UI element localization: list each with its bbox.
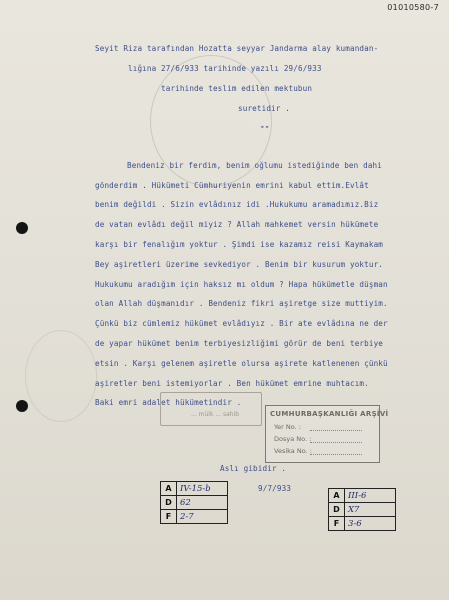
archive-stamp-dots bbox=[310, 442, 362, 443]
body-line: benim değildi . Sizin evlâdınız idi .Hukukumu aramadımız.Biz bbox=[95, 200, 379, 209]
faint-stamp bbox=[160, 392, 262, 426]
table-value: 62 bbox=[177, 496, 228, 510]
header-separator: -- bbox=[260, 122, 270, 131]
table-row bbox=[329, 489, 396, 503]
archive-stamp-dots bbox=[310, 430, 362, 431]
punch-hole-bottom bbox=[16, 400, 28, 412]
body-line: Baki emri adalet hükümetindir . bbox=[95, 398, 242, 407]
table-row bbox=[161, 510, 228, 524]
table-row bbox=[329, 517, 396, 531]
table-key: F bbox=[161, 510, 177, 524]
archive-stamp-title: CUMHURBAŞKANLIĞI ARŞİVİ bbox=[270, 410, 389, 418]
header-line: lığına 27/6/933 tarihinde yazılı 29/6/933 bbox=[128, 64, 322, 73]
archive-stamp-row: Vesika No. : bbox=[274, 447, 312, 455]
header-line: tarihinde teslim edilen mektubun bbox=[161, 84, 313, 93]
table-key: A bbox=[161, 482, 177, 496]
table-value: X7 bbox=[345, 503, 396, 517]
table-key: D bbox=[329, 503, 345, 517]
body-line: Çünkü biz cümlemiz hükümet evlâdıyız . Bir ate evlâdına ne der bbox=[95, 319, 388, 328]
table-key: D bbox=[161, 496, 177, 510]
archive-stamp-row: Dosya No. : bbox=[274, 435, 312, 443]
punch-hole-top bbox=[16, 222, 28, 234]
body-line: etsin . Karşı gelenem aşiretle olursa aşirete katlenenen çünkü bbox=[95, 359, 388, 368]
table-value: 3-6 bbox=[345, 517, 396, 531]
header-line: suretidir . bbox=[238, 104, 290, 113]
reference-number: 01010580-7 bbox=[387, 3, 439, 12]
archive-stamp bbox=[265, 405, 389, 463]
body-line: karşı bir fenalığım yoktur . Şimdi ise kazamız reisi Kaymakam bbox=[95, 240, 384, 249]
body-line: Hukukumu aradığım için haksız mı oldum ? Hapa hükümetle düşman bbox=[95, 280, 388, 289]
body-line: gönderdim . Hükümeti Cümhuriyenin emrini kabul ettim.Evlât bbox=[95, 181, 369, 190]
table-value: 2-7 bbox=[177, 510, 228, 524]
archive-stamp-row: Yer No. : bbox=[274, 423, 301, 431]
reference-table-left bbox=[160, 481, 228, 524]
reference-table-right bbox=[328, 488, 396, 531]
body-line: olan Allah düşmanıdır . Bendeniz fikri aşiretge size muttiyim. bbox=[95, 299, 388, 308]
body-line: de yapar hükümet benim terbiyesizliğimi görür de beni terbiye bbox=[95, 339, 384, 348]
body-line: Bey aşiretleri üzerime sevkediyor . Benim bir kusurum yoktur. bbox=[95, 260, 384, 269]
ghost-stain-mark bbox=[25, 330, 97, 422]
body-line: de vatan evlâdı değil miyiz ? Allah mahkemet versin hükümete bbox=[95, 220, 379, 229]
table-value: IV-15-b bbox=[177, 482, 228, 496]
table-key: F bbox=[329, 517, 345, 531]
table-key: A bbox=[329, 489, 345, 503]
header-line: Seyit Riza tarafından Hozatta seyyar Jandarma alay kumandan- bbox=[95, 44, 379, 53]
table-value: III-6 bbox=[345, 489, 396, 503]
closing-date: 9/7/933 bbox=[258, 484, 292, 493]
faint-stamp-text: ... mülk ... sahib bbox=[191, 411, 240, 418]
table-row bbox=[161, 482, 228, 496]
archive-stamp-dots bbox=[310, 454, 362, 455]
closing-text: Aslı gibidir . bbox=[220, 464, 287, 473]
table-row bbox=[329, 503, 396, 517]
body-line: Bendeniz bir ferdim, benim oğlumu istediğinde ben dahi bbox=[127, 161, 382, 170]
body-line: aşiretler beni istemiyorlar . Ben hükümet emrine muhtacım. bbox=[95, 379, 369, 388]
table-row bbox=[161, 496, 228, 510]
